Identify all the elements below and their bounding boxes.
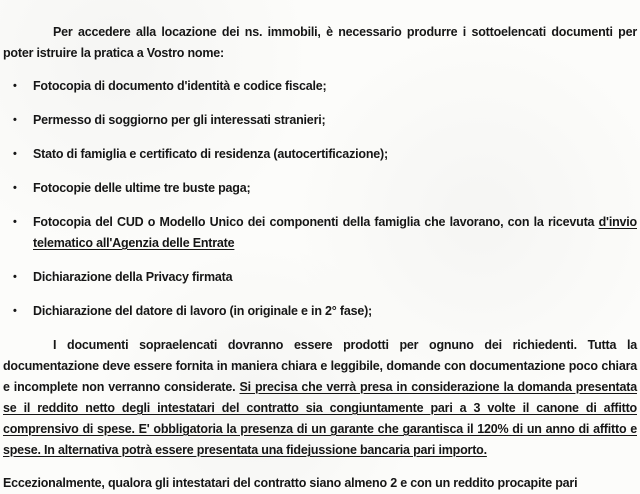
bullet-icon: •	[13, 271, 17, 283]
bullet-icon: •	[13, 305, 17, 317]
list-item-text: Permesso di soggiorno per gli interessati stranieri;	[33, 113, 326, 127]
list-item-text: Fotocopia di documento d'identità e codice fiscale;	[33, 79, 327, 93]
conditions-text: I documenti sopraelencati dovranno essere prodotti per ognuno dei richiedenti. Tutta la documentazione deve essere fornita in maniera chiara e leggibile, domande con documentazione poco chiara e incomplete non verranno considerate.	[3, 338, 637, 394]
list-item-text: Fotocopia del CUD o Modello Unico dei componenti della famiglia che lavorano, con la ricevuta	[33, 215, 599, 229]
list-item-text: Dichiarazione del datore di lavoro (in originale e in 2° fase);	[33, 304, 373, 318]
list-item-employer-declaration	[3, 301, 637, 322]
list-item-text: Stato di famiglia e certificato di residenza (autocertificazione);	[33, 147, 388, 161]
intro-paragraph	[3, 22, 637, 64]
bullet-icon: •	[13, 182, 17, 194]
list-item-privacy-declaration	[3, 267, 637, 288]
list-item-identity-copy	[3, 76, 637, 97]
list-item-text: Fotocopie delle ultime tre buste paga;	[33, 181, 251, 195]
bullet-icon: •	[13, 148, 17, 160]
list-item-family-status	[3, 144, 637, 165]
closing-paragraph	[3, 473, 637, 494]
conditions-text-underlined: Si precisa che verrà presa in considerazione la domanda presentata se il reddito netto degli intestatari del contratto sia congiuntamente pari a 3 volte il canone di affitto comprensivo di spese. E' obbligatoria la presenza di un garante che garantisca il 120% di un anno di affitto e spese. In alternativa potrà essere presentata una fidejussione bancaria pari importo.	[3, 380, 637, 457]
list-item-payslips	[3, 178, 637, 199]
intro-text: Per accedere alla locazione dei ns. immobili, è necessario produrre i sottoelencati documenti per poter istruire la pratica a Vostro nome:	[3, 25, 637, 60]
required-documents-list	[3, 76, 637, 322]
conditions-paragraph	[3, 335, 637, 461]
list-item-text: Dichiarazione della Privacy firmata	[33, 270, 233, 284]
list-item-cud-copy	[3, 212, 637, 254]
list-item-residence-permit	[3, 110, 637, 131]
list-item-text-underlined: d'invio telematico all'Agenzia delle Entrate	[33, 215, 637, 250]
bullet-icon: •	[13, 114, 17, 126]
bullet-icon: •	[13, 80, 17, 92]
bullet-icon: •	[13, 216, 17, 228]
closing-text: Eccezionalmente, qualora gli intestatari del contratto siano almeno 2 e con un reddito procapite pari	[3, 476, 578, 490]
